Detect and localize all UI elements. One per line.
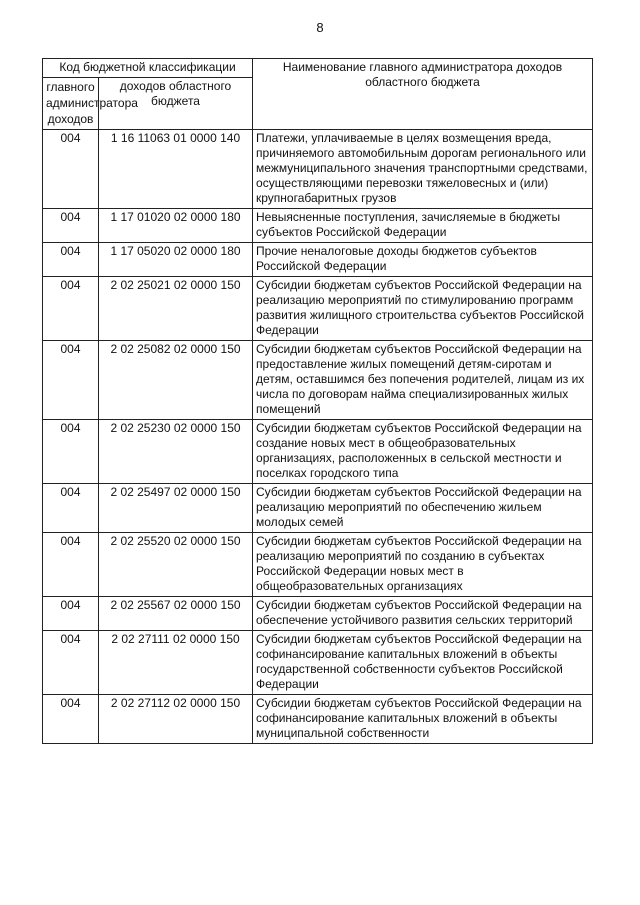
table-row <box>43 209 593 243</box>
revenue-code-cell: 2 02 25497 02 0000 150 <box>99 484 253 533</box>
administrator-code-cell: 004 <box>43 695 99 744</box>
table-row <box>43 341 593 420</box>
header-revenue-code: доходов областного бюджета <box>99 78 253 130</box>
administrator-code-cell: 004 <box>43 597 99 631</box>
revenue-code-cell: 2 02 25230 02 0000 150 <box>99 420 253 484</box>
revenue-code-cell: 1 17 01020 02 0000 180 <box>99 209 253 243</box>
administrator-name-cell: Субсидии бюджетам субъектов Российской Федерации на софинансирование капитальных вложений в объекты государственной собственности субъектов Российской Федерации <box>253 631 593 695</box>
administrator-code-cell: 004 <box>43 277 99 341</box>
administrator-name-cell: Субсидии бюджетам субъектов Российской Федерации на реализацию мероприятий по обеспечению жильем молодых семей <box>253 484 593 533</box>
administrator-code-cell: 004 <box>43 631 99 695</box>
administrator-code-cell: 004 <box>43 130 99 209</box>
table-row <box>43 130 593 209</box>
table-row <box>43 597 593 631</box>
revenue-code-cell: 2 02 25520 02 0000 150 <box>99 533 253 597</box>
administrator-name-cell: Субсидии бюджетам субъектов Российской Федерации на предоставление жилых помещений детям-сиротам и детям, оставшимся без попечения родителей, лицам из их числа по договорам найма специализированных жилых помещений <box>253 341 593 420</box>
administrator-code-cell: 004 <box>43 484 99 533</box>
revenue-code-cell: 2 02 27112 02 0000 150 <box>99 695 253 744</box>
administrator-code-cell: 004 <box>43 420 99 484</box>
table-row <box>43 695 593 744</box>
table-row <box>43 533 593 597</box>
administrator-name-cell: Субсидии бюджетам субъектов Российской Федерации на софинансирование капитальных вложений в объекты муниципальной собственности <box>253 695 593 744</box>
revenue-code-cell: 1 16 11063 01 0000 140 <box>99 130 253 209</box>
administrator-code-cell: 004 <box>43 243 99 277</box>
administrator-name-cell: Прочие неналоговые доходы бюджетов субъектов Российской Федерации <box>253 243 593 277</box>
table-row <box>43 277 593 341</box>
administrator-code-cell: 004 <box>43 209 99 243</box>
administrator-name-cell: Субсидии бюджетам субъектов Российской Федерации на создание новых мест в общеобразовательных организациях, расположенных в сельской местности и поселках городского типа <box>253 420 593 484</box>
administrator-name-cell: Невыясненные поступления, зачисляемые в бюджеты субъектов Российской Федерации <box>253 209 593 243</box>
revenue-code-cell: 2 02 25567 02 0000 150 <box>99 597 253 631</box>
revenue-code-cell: 2 02 27111 02 0000 150 <box>99 631 253 695</box>
table-body <box>43 59 593 744</box>
administrator-code-cell: 004 <box>43 533 99 597</box>
administrator-code-cell: 004 <box>43 341 99 420</box>
revenue-code-cell: 1 17 05020 02 0000 180 <box>99 243 253 277</box>
table-row <box>43 420 593 484</box>
administrator-name-cell: Субсидии бюджетам субъектов Российской Федерации на реализацию мероприятий по стимулированию программ развития жилищного строительства субъектов Российской Федерации <box>253 277 593 341</box>
header-main-administrator: главного администратора доходов <box>43 78 99 130</box>
administrator-name-cell: Платежи, уплачиваемые в целях возмещения вреда, причиняемого автомобильным дорогам регионального или межмуниципального значения транспортными средствами, осуществляющими перевозки тяжеловесных и (или) крупногабаритных грузов <box>253 130 593 209</box>
header-row-group <box>43 59 593 78</box>
header-administrator-name: Наименование главного администратора доходов областного бюджета <box>253 59 593 130</box>
revenue-code-cell: 2 02 25021 02 0000 150 <box>99 277 253 341</box>
administrator-name-cell: Субсидии бюджетам субъектов Российской Федерации на реализацию мероприятий по созданию в субъектах Российской Федерации новых мест в общеобразовательных организациях <box>253 533 593 597</box>
revenue-code-cell: 2 02 25082 02 0000 150 <box>99 341 253 420</box>
page-number: 8 <box>316 20 324 35</box>
budget-classification-table <box>42 58 593 744</box>
table-row <box>43 484 593 533</box>
table-row <box>43 631 593 695</box>
administrator-name-cell: Субсидии бюджетам субъектов Российской Федерации на обеспечение устойчивого развития сельских территорий <box>253 597 593 631</box>
header-budget-classification-code: Код бюджетной классификации <box>43 59 253 78</box>
table-row <box>43 243 593 277</box>
